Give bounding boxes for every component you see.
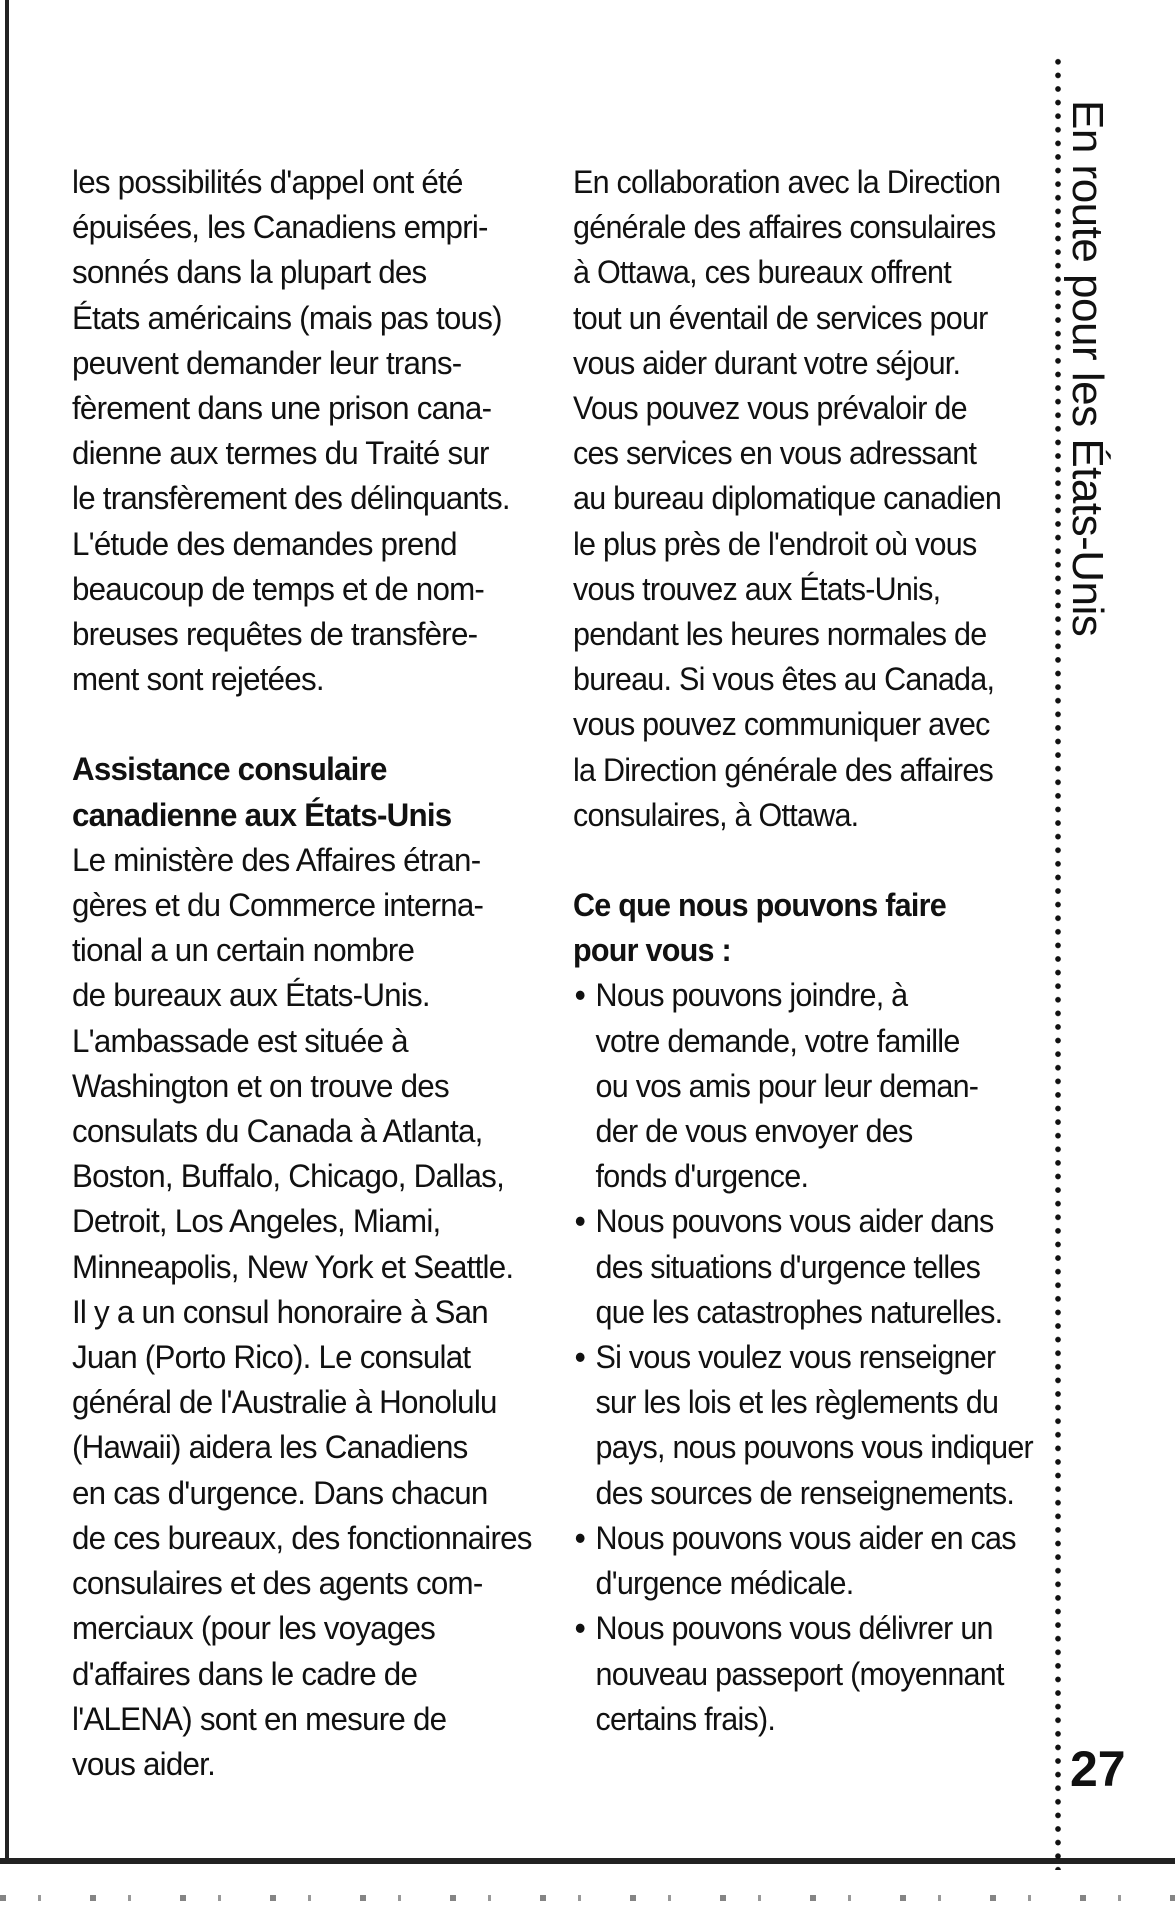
- bullet-icon: •: [574, 1519, 585, 1556]
- text-line: vous aider.: [72, 1745, 216, 1782]
- heading-line: Assistance consulaire: [72, 751, 387, 788]
- left-paragraph-2: [72, 838, 532, 1787]
- text-line: beaucoup de temps et de nom-: [72, 570, 485, 607]
- paragraph-gap: [72, 702, 515, 747]
- text-line: la Direction générale des affaires: [573, 751, 994, 788]
- text-line: Le ministère des Affaires étran-: [72, 841, 481, 878]
- text-line: Detroit, Los Angeles, Miami,: [72, 1203, 441, 1240]
- text-line: bureau. Si vous êtes au Canada,: [573, 661, 995, 698]
- text-line: de bureaux aux États-Unis.: [72, 977, 430, 1014]
- page-bottom-border: [0, 1858, 1175, 1864]
- bullet-icon: •: [574, 1203, 585, 1240]
- text-line: d'affaires dans le cadre de: [72, 1655, 418, 1692]
- dotted-margin-rule: [1055, 55, 1061, 1870]
- text-line: générale des affaires consulaires: [573, 209, 996, 246]
- text-line: le transfèrement des délinquants.: [72, 480, 510, 517]
- paragraph-gap: [573, 838, 1005, 883]
- text-line: Nous pouvons vous délivrer un: [595, 1610, 993, 1647]
- text-line: épuisées, les Canadiens empri-: [72, 209, 488, 246]
- bullet-item-passport: [573, 1606, 1005, 1742]
- bullet-item-laws-info: [573, 1335, 1033, 1516]
- text-line: les possibilités d'appel ont été: [72, 164, 463, 200]
- text-line: vous trouvez aux États-Unis,: [573, 570, 941, 607]
- text-line: au bureau diplomatique canadien: [573, 480, 1002, 517]
- services-bullet-list: [573, 973, 1033, 1741]
- left-paragraph-1: [72, 160, 515, 702]
- text-line: Washington et on trouve des: [72, 1067, 449, 1104]
- text-line: ou vos amis pour leur deman-: [595, 1067, 979, 1104]
- text-line: fèrement dans une prison cana-: [72, 390, 492, 427]
- section-heading-consular-assistance: [72, 747, 515, 837]
- text-line: pays, nous pouvons vous indiquer: [595, 1429, 1033, 1466]
- text-line: dienne aux termes du Traité sur: [72, 435, 489, 472]
- text-line: L'étude des demandes prend: [72, 525, 457, 562]
- text-line: fonds d'urgence.: [595, 1158, 809, 1195]
- text-line: consulaires, à Ottawa.: [573, 796, 859, 833]
- text-line: pendant les heures normales de: [573, 616, 987, 653]
- text-line: général de l'Australie à Honolulu: [72, 1384, 497, 1421]
- text-line: Il y a un consul honoraire à San: [72, 1293, 488, 1330]
- heading-line: canadienne aux États-Unis: [72, 796, 452, 833]
- text-line: Si vous voulez vous renseigner: [595, 1339, 996, 1376]
- bullet-icon: •: [574, 1610, 585, 1647]
- heading-line: pour vous :: [573, 932, 731, 969]
- text-line: Boston, Buffalo, Chicago, Dallas,: [72, 1158, 505, 1195]
- text-line: votre demande, votre famille: [595, 1022, 960, 1059]
- text-line: tout un éventail de services pour: [573, 299, 988, 336]
- bullet-item-medical: [573, 1516, 1016, 1606]
- text-line: des situations d'urgence telles: [595, 1248, 981, 1285]
- text-line: d'urgence médicale.: [595, 1565, 854, 1602]
- text-line: Vous pouvez vous prévaloir de: [573, 390, 967, 427]
- text-line: l'ALENA) sont en mesure de: [72, 1700, 447, 1737]
- text-line: breuses requêtes de transfère-: [72, 616, 478, 653]
- right-column: [573, 160, 1033, 1742]
- text-line: Nous pouvons vous aider dans: [595, 1203, 994, 1240]
- text-line: peuvent demander leur trans-: [72, 344, 462, 381]
- text-line: merciaux (pour les voyages: [72, 1610, 436, 1647]
- text-line: États américains (mais pas tous): [72, 299, 502, 336]
- text-line: sur les lois et les règlements du: [595, 1384, 999, 1421]
- running-head: En route pour les États-Unis: [1063, 100, 1112, 637]
- text-line: ces services en vous adressant: [573, 435, 977, 472]
- text-line: ment sont rejetées.: [72, 661, 324, 698]
- section-heading-what-we-can-do: [573, 883, 1005, 973]
- heading-line: Ce que nous pouvons faire: [573, 887, 946, 924]
- text-line: Juan (Porto Rico). Le consulat: [72, 1339, 471, 1376]
- scan-noise-strip: [0, 1895, 1175, 1901]
- text-line: de ces bureaux, des fonctionnaires: [72, 1519, 532, 1556]
- text-line: certains frais).: [595, 1700, 776, 1737]
- text-line: Minneapolis, New York et Seattle.: [72, 1248, 514, 1285]
- bullet-item-emergencies: [573, 1199, 1005, 1335]
- text-line: (Hawaii) aidera les Canadiens: [72, 1429, 468, 1466]
- text-line: En collaboration avec la Direction: [573, 164, 1001, 200]
- text-line: Nous pouvons joindre, à: [595, 977, 908, 1014]
- text-line: vous pouvez communiquer avec: [573, 706, 990, 743]
- bullet-icon: •: [574, 977, 585, 1014]
- text-line: le plus près de l'endroit où vous: [573, 525, 977, 562]
- text-line: der de vous envoyer des: [595, 1113, 913, 1150]
- page-number: 27: [1070, 1741, 1126, 1797]
- bullet-item-contact-family: [573, 973, 1005, 1199]
- text-line: tional a un certain nombre: [72, 932, 415, 969]
- text-line: Nous pouvons vous aider en cas: [595, 1519, 1016, 1556]
- text-line: vous aider durant votre séjour.: [573, 344, 961, 381]
- text-line: consulaires et des agents com-: [72, 1565, 483, 1602]
- text-line: gères et du Commerce interna-: [72, 887, 484, 924]
- text-line: des sources de renseignements.: [595, 1474, 1015, 1511]
- text-line: sonnés dans la plupart des: [72, 254, 427, 291]
- left-column: [72, 160, 532, 1787]
- bullet-icon: •: [574, 1339, 585, 1376]
- text-line: que les catastrophes naturelles.: [595, 1293, 1003, 1330]
- text-line: L'ambassade est située à: [72, 1022, 408, 1059]
- right-paragraph-1: [573, 160, 1005, 838]
- text-line: consulats du Canada à Atlanta,: [72, 1113, 483, 1150]
- text-line: nouveau passeport (moyennant: [595, 1655, 1004, 1692]
- text-line: en cas d'urgence. Dans chacun: [72, 1474, 488, 1511]
- text-line: à Ottawa, ces bureaux offrent: [573, 254, 952, 291]
- page-left-border: [5, 0, 9, 1860]
